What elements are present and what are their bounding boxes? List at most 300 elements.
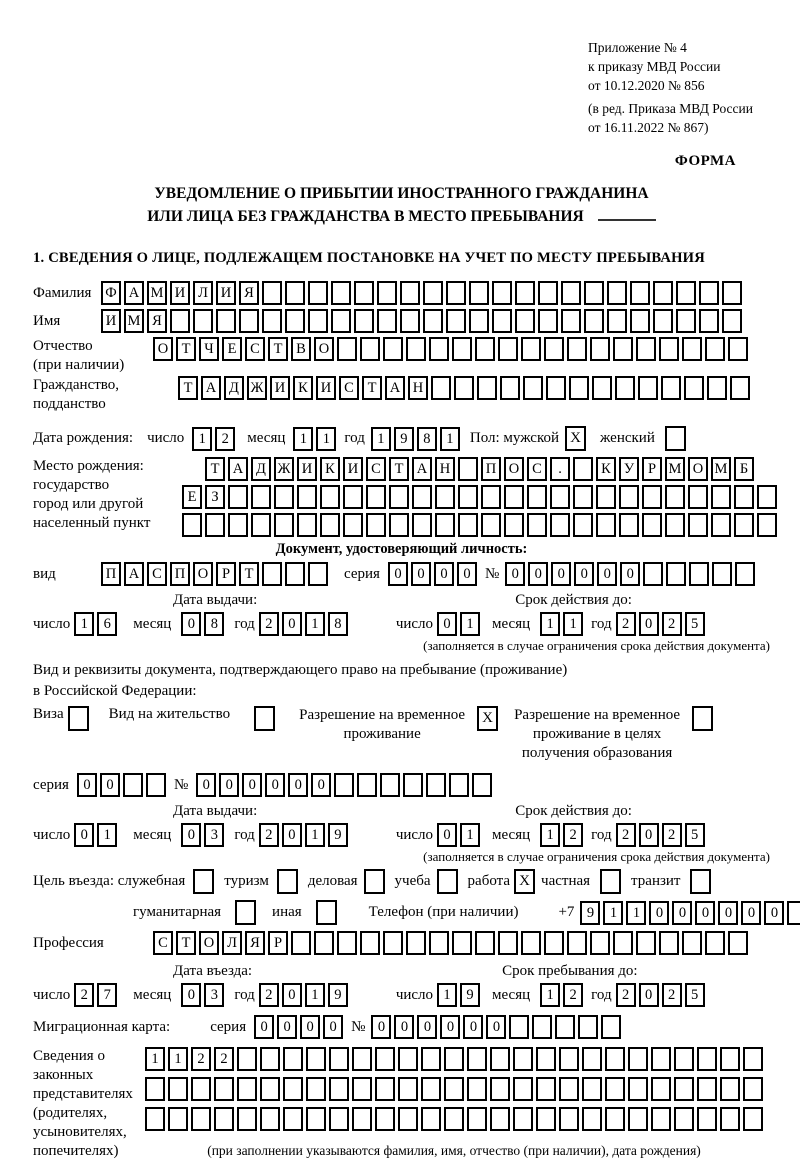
char-box[interactable] (412, 485, 432, 509)
char-box[interactable] (743, 1047, 763, 1071)
char-box[interactable] (642, 485, 662, 509)
char-box[interactable] (582, 1047, 602, 1071)
char-box[interactable] (674, 1047, 694, 1071)
char-box[interactable] (389, 485, 409, 509)
char-box[interactable]: 0 (282, 983, 302, 1007)
char-box[interactable]: Р (642, 457, 662, 481)
char-box[interactable] (431, 376, 451, 400)
char-box[interactable]: 1 (460, 612, 480, 636)
char-box[interactable] (308, 309, 328, 333)
char-box[interactable] (699, 309, 719, 333)
title-blank-line[interactable] (598, 206, 656, 221)
char-box[interactable] (630, 309, 650, 333)
char-box[interactable] (513, 1077, 533, 1101)
char-box[interactable] (426, 773, 446, 797)
char-box[interactable] (628, 1107, 648, 1131)
char-box[interactable] (444, 1107, 464, 1131)
char-box[interactable] (550, 485, 570, 509)
char-box[interactable] (429, 931, 449, 955)
char-box[interactable]: Т (268, 337, 288, 361)
purpose-private-checkbox[interactable] (600, 869, 621, 894)
char-box[interactable] (237, 1107, 257, 1131)
char-box[interactable] (421, 1107, 441, 1131)
char-box[interactable]: 1 (371, 427, 391, 451)
char-box[interactable] (573, 485, 593, 509)
char-box[interactable] (605, 1077, 625, 1101)
char-box[interactable] (561, 281, 581, 305)
char-box[interactable] (711, 513, 731, 537)
char-box[interactable]: 2 (259, 612, 279, 636)
char-box[interactable] (536, 1077, 556, 1101)
char-box[interactable]: И (343, 457, 363, 481)
char-box[interactable] (734, 513, 754, 537)
char-box[interactable]: И (216, 281, 236, 305)
char-box[interactable] (513, 1047, 533, 1071)
char-box[interactable] (521, 337, 541, 361)
char-box[interactable]: М (124, 309, 144, 333)
char-box[interactable] (168, 1077, 188, 1101)
char-box[interactable] (398, 1047, 418, 1071)
char-box[interactable] (337, 337, 357, 361)
char-box[interactable] (435, 513, 455, 537)
char-box[interactable]: 0 (371, 1015, 391, 1039)
residence-permit-checkbox[interactable] (254, 706, 275, 731)
char-box[interactable] (262, 562, 282, 586)
char-box[interactable] (320, 485, 340, 509)
char-box[interactable] (377, 281, 397, 305)
char-box[interactable]: 0 (196, 773, 216, 797)
char-box[interactable]: Я (245, 931, 265, 955)
char-box[interactable] (354, 309, 374, 333)
char-box[interactable] (308, 281, 328, 305)
char-box[interactable] (398, 1077, 418, 1101)
char-box[interactable] (743, 1077, 763, 1101)
char-box[interactable] (584, 309, 604, 333)
char-box[interactable]: 8 (204, 612, 224, 636)
char-box[interactable] (458, 457, 478, 481)
char-box[interactable] (607, 309, 627, 333)
char-box[interactable]: Ж (274, 457, 294, 481)
char-box[interactable] (596, 513, 616, 537)
char-box[interactable] (421, 1077, 441, 1101)
char-box[interactable] (492, 309, 512, 333)
char-box[interactable] (550, 513, 570, 537)
char-box[interactable] (532, 1015, 552, 1039)
char-box[interactable] (665, 513, 685, 537)
char-box[interactable] (423, 309, 443, 333)
char-box[interactable] (260, 1107, 280, 1131)
char-box[interactable] (699, 281, 719, 305)
char-box[interactable]: 0 (417, 1015, 437, 1039)
char-box[interactable]: 2 (662, 823, 682, 847)
char-box[interactable]: 1 (305, 612, 325, 636)
char-box[interactable]: Т (389, 457, 409, 481)
char-box[interactable] (659, 931, 679, 955)
char-box[interactable] (676, 281, 696, 305)
char-box[interactable]: С (339, 376, 359, 400)
char-box[interactable]: 0 (463, 1015, 483, 1039)
char-box[interactable]: С (245, 337, 265, 361)
char-box[interactable] (123, 773, 143, 797)
char-box[interactable] (297, 513, 317, 537)
char-box[interactable]: 0 (74, 823, 94, 847)
char-box[interactable]: 8 (328, 612, 348, 636)
char-box[interactable] (329, 1077, 349, 1101)
char-box[interactable]: И (101, 309, 121, 333)
char-box[interactable] (360, 931, 380, 955)
char-box[interactable] (659, 337, 679, 361)
char-box[interactable] (573, 457, 593, 481)
char-box[interactable] (536, 1107, 556, 1131)
char-box[interactable] (452, 337, 472, 361)
char-box[interactable]: П (170, 562, 190, 586)
char-box[interactable] (613, 337, 633, 361)
char-box[interactable] (559, 1047, 579, 1071)
char-box[interactable]: 0 (388, 562, 408, 586)
char-box[interactable] (582, 1077, 602, 1101)
char-box[interactable] (383, 931, 403, 955)
char-box[interactable] (228, 485, 248, 509)
char-box[interactable] (285, 562, 305, 586)
char-box[interactable]: И (270, 376, 290, 400)
char-box[interactable] (630, 281, 650, 305)
char-box[interactable] (651, 1107, 671, 1131)
char-box[interactable] (728, 931, 748, 955)
char-box[interactable] (674, 1107, 694, 1131)
char-box[interactable] (467, 1047, 487, 1071)
char-box[interactable] (573, 513, 593, 537)
char-box[interactable]: У (619, 457, 639, 481)
char-box[interactable] (366, 513, 386, 537)
char-box[interactable]: А (124, 562, 144, 586)
char-box[interactable] (590, 931, 610, 955)
char-box[interactable] (515, 281, 535, 305)
char-box[interactable] (757, 513, 777, 537)
char-box[interactable]: 2 (259, 983, 279, 1007)
char-box[interactable] (444, 1047, 464, 1071)
char-box[interactable] (458, 513, 478, 537)
char-box[interactable]: 0 (242, 773, 262, 797)
char-box[interactable]: Т (176, 337, 196, 361)
char-box[interactable] (406, 931, 426, 955)
char-box[interactable] (674, 1077, 694, 1101)
char-box[interactable] (490, 1077, 510, 1101)
char-box[interactable]: Ф (101, 281, 121, 305)
char-box[interactable] (262, 309, 282, 333)
char-box[interactable] (734, 485, 754, 509)
char-box[interactable] (458, 485, 478, 509)
char-box[interactable] (490, 1047, 510, 1071)
char-box[interactable] (467, 1077, 487, 1101)
char-box[interactable] (481, 485, 501, 509)
char-box[interactable] (705, 337, 725, 361)
char-box[interactable]: Е (182, 485, 202, 509)
char-box[interactable]: П (101, 562, 121, 586)
char-box[interactable] (619, 513, 639, 537)
char-box[interactable] (605, 1047, 625, 1071)
char-box[interactable] (472, 773, 492, 797)
char-box[interactable]: 0 (718, 901, 738, 925)
char-box[interactable] (730, 376, 750, 400)
char-box[interactable]: 0 (300, 1015, 320, 1039)
char-box[interactable]: 0 (394, 1015, 414, 1039)
char-box[interactable] (467, 1107, 487, 1131)
char-box[interactable] (643, 562, 663, 586)
char-box[interactable] (306, 1047, 326, 1071)
char-box[interactable] (628, 1047, 648, 1071)
char-box[interactable]: 5 (685, 612, 705, 636)
char-box[interactable]: 0 (695, 901, 715, 925)
purpose-humanitarian-checkbox[interactable] (235, 900, 256, 925)
char-box[interactable] (412, 513, 432, 537)
char-box[interactable] (567, 931, 587, 955)
char-box[interactable]: 0 (639, 823, 659, 847)
char-box[interactable]: К (293, 376, 313, 400)
char-box[interactable] (500, 376, 520, 400)
char-box[interactable]: О (314, 337, 334, 361)
char-box[interactable]: К (320, 457, 340, 481)
char-box[interactable] (168, 1107, 188, 1131)
char-box[interactable] (191, 1107, 211, 1131)
char-box[interactable] (481, 513, 501, 537)
char-box[interactable] (555, 1015, 575, 1039)
char-box[interactable] (291, 931, 311, 955)
char-box[interactable] (329, 1107, 349, 1131)
char-box[interactable] (735, 562, 755, 586)
char-box[interactable]: 1 (540, 823, 560, 847)
char-box[interactable] (306, 1077, 326, 1101)
purpose-official-checkbox[interactable] (193, 869, 214, 894)
char-box[interactable] (628, 1077, 648, 1101)
purpose-tourism-checkbox[interactable] (277, 869, 298, 894)
char-box[interactable] (636, 337, 656, 361)
char-box[interactable]: О (688, 457, 708, 481)
char-box[interactable] (306, 1107, 326, 1131)
char-box[interactable]: 0 (282, 823, 302, 847)
char-box[interactable] (536, 1047, 556, 1071)
char-box[interactable] (237, 1077, 257, 1101)
char-box[interactable] (283, 1077, 303, 1101)
char-box[interactable]: 1 (460, 823, 480, 847)
char-box[interactable]: 0 (639, 983, 659, 1007)
char-box[interactable] (638, 376, 658, 400)
char-box[interactable] (521, 931, 541, 955)
char-box[interactable]: 1 (192, 427, 212, 451)
char-box[interactable] (145, 1107, 165, 1131)
char-box[interactable] (490, 1107, 510, 1131)
char-box[interactable] (544, 931, 564, 955)
char-box[interactable]: 0 (437, 612, 457, 636)
char-box[interactable] (239, 309, 259, 333)
char-box[interactable]: 2 (616, 823, 636, 847)
char-box[interactable] (651, 1077, 671, 1101)
char-box[interactable] (475, 931, 495, 955)
char-box[interactable]: 9 (580, 901, 600, 925)
char-box[interactable]: 0 (597, 562, 617, 586)
char-box[interactable]: Л (193, 281, 213, 305)
char-box[interactable] (334, 773, 354, 797)
char-box[interactable] (712, 562, 732, 586)
char-box[interactable] (538, 309, 558, 333)
char-box[interactable] (498, 337, 518, 361)
char-box[interactable]: 0 (620, 562, 640, 586)
char-box[interactable]: С (366, 457, 386, 481)
char-box[interactable] (697, 1107, 717, 1131)
char-box[interactable]: Р (268, 931, 288, 955)
char-box[interactable] (653, 309, 673, 333)
char-box[interactable]: О (193, 562, 213, 586)
char-box[interactable] (527, 485, 547, 509)
char-box[interactable]: 0 (411, 562, 431, 586)
char-box[interactable]: А (201, 376, 221, 400)
char-box[interactable] (605, 1107, 625, 1131)
char-box[interactable] (260, 1077, 280, 1101)
char-box[interactable] (689, 562, 709, 586)
char-box[interactable] (444, 1077, 464, 1101)
char-box[interactable]: М (665, 457, 685, 481)
char-box[interactable] (360, 337, 380, 361)
char-box[interactable]: Н (408, 376, 428, 400)
char-box[interactable] (216, 309, 236, 333)
char-box[interactable]: 1 (563, 612, 583, 636)
char-box[interactable] (720, 1107, 740, 1131)
char-box[interactable]: Ж (247, 376, 267, 400)
char-box[interactable]: 0 (219, 773, 239, 797)
char-box[interactable]: Я (147, 309, 167, 333)
char-box[interactable] (375, 1047, 395, 1071)
char-box[interactable] (352, 1047, 372, 1071)
char-box[interactable] (688, 485, 708, 509)
char-box[interactable] (705, 931, 725, 955)
char-box[interactable] (601, 1015, 621, 1039)
char-box[interactable]: 0 (181, 823, 201, 847)
char-box[interactable]: Е (222, 337, 242, 361)
char-box[interactable] (722, 281, 742, 305)
char-box[interactable]: 9 (328, 983, 348, 1007)
char-box[interactable] (146, 773, 166, 797)
char-box[interactable]: С (153, 931, 173, 955)
char-box[interactable]: 2 (215, 427, 235, 451)
char-box[interactable] (720, 1047, 740, 1071)
char-box[interactable]: 5 (685, 823, 705, 847)
char-box[interactable] (676, 309, 696, 333)
char-box[interactable] (274, 513, 294, 537)
char-box[interactable] (711, 485, 731, 509)
char-box[interactable]: 0 (672, 901, 692, 925)
purpose-study-checkbox[interactable] (437, 869, 458, 894)
char-box[interactable]: 0 (265, 773, 285, 797)
purpose-other-checkbox[interactable] (316, 900, 337, 925)
char-box[interactable]: 1 (540, 612, 560, 636)
char-box[interactable]: К (596, 457, 616, 481)
char-box[interactable] (331, 309, 351, 333)
char-box[interactable] (665, 485, 685, 509)
char-box[interactable] (452, 931, 472, 955)
char-box[interactable]: Т (362, 376, 382, 400)
char-box[interactable]: 0 (181, 612, 201, 636)
char-box[interactable] (559, 1077, 579, 1101)
char-box[interactable]: В (291, 337, 311, 361)
char-box[interactable]: Б (734, 457, 754, 481)
purpose-transit-checkbox[interactable] (690, 869, 711, 894)
rvp-education-checkbox[interactable] (692, 706, 713, 731)
char-box[interactable]: 2 (563, 823, 583, 847)
char-box[interactable]: 1 (603, 901, 623, 925)
visa-checkbox[interactable] (68, 706, 89, 731)
char-box[interactable]: 1 (305, 823, 325, 847)
char-box[interactable]: 1 (440, 427, 460, 451)
char-box[interactable] (352, 1107, 372, 1131)
char-box[interactable] (523, 376, 543, 400)
char-box[interactable] (343, 485, 363, 509)
char-box[interactable]: 9 (328, 823, 348, 847)
char-box[interactable]: 2 (616, 612, 636, 636)
char-box[interactable]: 1 (316, 427, 336, 451)
char-box[interactable]: Я (239, 281, 259, 305)
char-box[interactable] (592, 376, 612, 400)
char-box[interactable]: С (527, 457, 547, 481)
char-box[interactable]: 6 (97, 612, 117, 636)
char-box[interactable] (578, 1015, 598, 1039)
char-box[interactable]: 0 (505, 562, 525, 586)
char-box[interactable] (475, 337, 495, 361)
char-box[interactable] (380, 773, 400, 797)
char-box[interactable] (237, 1047, 257, 1071)
char-box[interactable] (446, 281, 466, 305)
char-box[interactable] (406, 337, 426, 361)
char-box[interactable] (559, 1107, 579, 1131)
char-box[interactable]: Л (222, 931, 242, 955)
char-box[interactable] (308, 562, 328, 586)
char-box[interactable]: 0 (181, 983, 201, 1007)
char-box[interactable] (354, 281, 374, 305)
char-box[interactable] (684, 376, 704, 400)
char-box[interactable] (513, 1107, 533, 1131)
char-box[interactable] (615, 376, 635, 400)
char-box[interactable] (666, 562, 686, 586)
char-box[interactable]: А (124, 281, 144, 305)
char-box[interactable] (260, 1047, 280, 1071)
char-box[interactable] (285, 281, 305, 305)
char-box[interactable] (728, 337, 748, 361)
char-box[interactable]: 2 (616, 983, 636, 1007)
char-box[interactable] (567, 337, 587, 361)
char-box[interactable]: 1 (145, 1047, 165, 1071)
char-box[interactable]: 3 (204, 983, 224, 1007)
char-box[interactable]: 0 (77, 773, 97, 797)
char-box[interactable]: 0 (457, 562, 477, 586)
char-box[interactable] (375, 1077, 395, 1101)
char-box[interactable] (596, 485, 616, 509)
char-box[interactable] (398, 1107, 418, 1131)
char-box[interactable]: 0 (574, 562, 594, 586)
char-box[interactable]: 0 (434, 562, 454, 586)
char-box[interactable] (515, 309, 535, 333)
char-box[interactable]: 0 (323, 1015, 343, 1039)
char-box[interactable]: 9 (460, 983, 480, 1007)
char-box[interactable] (613, 931, 633, 955)
char-box[interactable]: И (316, 376, 336, 400)
char-box[interactable] (582, 1107, 602, 1131)
char-box[interactable]: Т (239, 562, 259, 586)
char-box[interactable] (352, 1077, 372, 1101)
char-box[interactable]: 0 (282, 612, 302, 636)
char-box[interactable]: Д (224, 376, 244, 400)
char-box[interactable]: И (170, 281, 190, 305)
char-box[interactable]: 0 (764, 901, 784, 925)
char-box[interactable] (504, 485, 524, 509)
char-box[interactable] (329, 1047, 349, 1071)
